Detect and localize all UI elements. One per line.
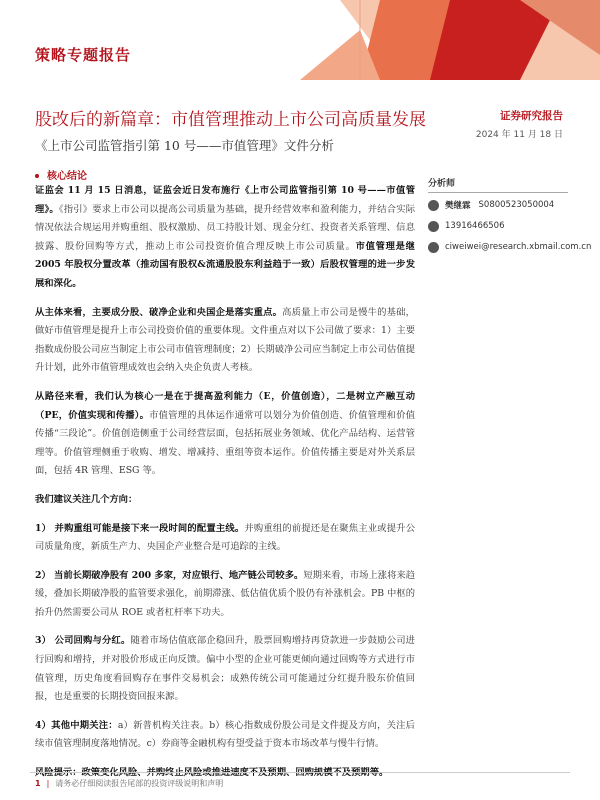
footer-divider — [30, 772, 570, 773]
directions-bold: 我们建议关注几个方向： — [35, 493, 138, 505]
banner-title: 策略专题报告 — [35, 46, 132, 64]
item1-text: 并购重组的前提还是在聚焦主业或提升公司质量角度，新质生产力、央国企产业整合是可追踪的主线。 — [35, 522, 415, 553]
footer-disclaimer: 请务必仔细阅读报告尾部的投资评级说明和声明 — [55, 779, 224, 788]
report-date: 2024 年 11 月 18 日 — [475, 130, 563, 140]
intro-bold-2: 市值管理是继 2005 年股权分置改革（推动国有股权&流通股股东利益趋于一致）后股权管理的进一步发展和深化。 — [35, 240, 415, 289]
page-footer — [35, 778, 223, 789]
footer-separator: | — [46, 779, 50, 788]
core-conclusion-heading — [35, 167, 87, 182]
page-title: 股改后的新篇章：市值管理推动上市公司高质量发展 — [35, 110, 426, 130]
list-item-4 — [35, 717, 415, 754]
item2-bold: 2） 当前长期破净股有 200 多家，对应银行、地产链公司较多。 — [35, 569, 304, 581]
page-subtitle: 《上市公司监管指引第 10 号——市值管理》文件分析 — [35, 138, 334, 153]
analyst-name: 樊继霖 — [445, 201, 471, 211]
email-icon — [428, 242, 439, 253]
intro-bold: 证监会 11 月 15 日消息，证监会近日发布施行《上市公司监管指引第 10 号——市值管理》。 — [35, 185, 415, 215]
page-number: 1 — [35, 779, 41, 788]
paragraph-intro — [35, 182, 415, 294]
banner-graphic — [0, 0, 600, 80]
report-type: 证券研究报告 — [500, 110, 563, 122]
analyst-phone: 13916466506 — [445, 221, 505, 231]
analyst-email-row — [428, 238, 592, 256]
analyst-panel — [428, 176, 592, 256]
paragraph-subjects — [35, 304, 415, 378]
analyst-heading: 分析师 — [428, 176, 568, 193]
analyst-name-row — [428, 196, 568, 214]
paragraph-path — [35, 388, 415, 481]
item1-bold: 1） 并购重组可能是接下来一段时间的配置主线。 — [35, 522, 245, 534]
item3-bold: 3） 公司回购与分红。 — [35, 635, 131, 647]
header-banner — [0, 0, 600, 80]
core-conclusion-label: 核心结论 — [47, 171, 87, 182]
analyst-license: S0800523050004 — [478, 200, 555, 210]
item2-text: 短期来看，市场上涨将来趋缓，叠加长期破净股的监管要求强化，前期滞涨、低估值优质个股仍有补涨机会。PB 中枢的抬升仍然需要公司从 ROE 或者杠杆率下功夫。 — [35, 569, 415, 618]
list-item-2 — [35, 567, 415, 623]
path-bold: 从路径来看，我们认为核心一是在于提高盈利能力（E，价值创造），二是树立产融互动（PE，价值实现和传播）。 — [35, 390, 415, 421]
phone-icon — [428, 221, 439, 232]
analyst-phone-row — [428, 217, 568, 235]
person-icon — [428, 200, 439, 211]
report-body — [35, 182, 415, 793]
path-text: 市值管理的具体运作通常可以划分为价值创造、价值管理和价值传播“三段论”。价值创造侧重于公司经营层面，包括拓展业务领域、优化产品结构、运营管理等。价值管理侧重于收购、增发、增减持、重组等资本运作。价值传播主要是对外关系层面，包括 4R 管理、ESG 等。 — [35, 409, 415, 477]
subjects-text: 高质量上市公司是慢牛的基础，做好市值管理是提升上市公司投资价值的重要体现。文件重点对以下公司做了要求：1）主要指数成份股公司应当制定上市公司市值管理制度；2）长期破净公司应当制定上市公司估值提升计划，此外市值管理成效也会纳入央企负责人考核。 — [35, 306, 415, 374]
item4-text: a）新普机构关注表。b）核心指数成份股公司是文件提及方向，关注后续市值管理制度落地情况。c）券商等金融机构有望受益于资本市场改革与慢牛行情。 — [35, 719, 415, 750]
paragraph-directions — [35, 491, 415, 510]
bullet-dot-icon — [35, 174, 39, 178]
item4-bold: 4）其他中期关注： — [35, 719, 118, 731]
list-item-3 — [35, 632, 415, 706]
subjects-bold: 从主体来看，主要成分股、破净企业和央国企是落实重点。 — [35, 306, 283, 318]
item3-text: 随着市场估值底部企稳回升，股票回购增持再贷款进一步鼓励公司进行回购和增持，并对股价形成正向反馈。偏中小型的企业可能更倾向通过回购等方式进行市值管理，历史角度看回购存在事件交易机会；成熟传统公司可能通过分红提升股东价值回报，也是重要的长期投资回报来源。 — [35, 635, 415, 703]
analyst-email[interactable]: ciweiwei@research.xbmail.com.cn — [445, 242, 592, 252]
list-item-1 — [35, 520, 415, 557]
intro-text: 《指引》要求上市公司以提高公司质量为基础，提升经营效率和盈利能力，并结合实际情况依法合规运用并购重组、股权激励、员工持股计划、现金分红、投资者关系管理、信息披露、股份回购等方式，推动上市公司投资价值合理反映上市公司质量。 — [35, 203, 415, 252]
